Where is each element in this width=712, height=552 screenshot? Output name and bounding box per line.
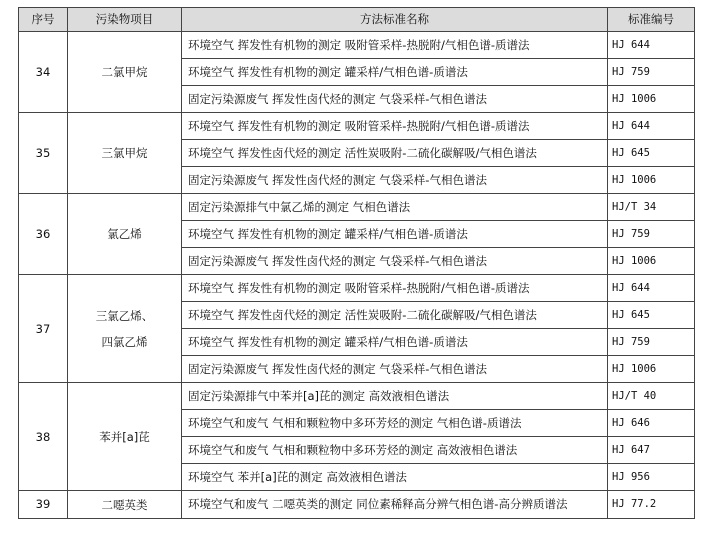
pollutant-name: 三氯甲烷 (101, 146, 148, 160)
standard-code-cell: HJ 1006 (608, 356, 695, 383)
method-name-cell: 环境空气 挥发性有机物的测定 吸附管采样-热脱附/气相色谱-质谱法 (182, 275, 608, 302)
pollutant-name: 四氯乙烯 (101, 334, 148, 349)
serial-number-cell: 37 (19, 275, 68, 383)
header-no: 序号 (19, 8, 68, 32)
pollutant-cell (68, 113, 182, 194)
header-code: 标准编号 (608, 8, 695, 32)
standard-code-cell: HJ 644 (608, 275, 695, 302)
method-name-cell: 环境空气 挥发性有机物的测定 罐采样/气相色谱-质谱法 (182, 59, 608, 86)
serial-number-cell: 35 (19, 113, 68, 194)
serial-number-cell: 34 (19, 32, 68, 113)
method-name-cell: 固定污染源排气中苯并[a]芘的测定 高效液相色谱法 (182, 383, 608, 410)
method-name-cell: 环境空气 挥发性有机物的测定 吸附管采样-热脱附/气相色谱-质谱法 (182, 113, 608, 140)
table-body (19, 32, 695, 519)
method-name-cell: 环境空气和废气 气相和颗粒物中多环芳烃的测定 气相色谱-质谱法 (182, 410, 608, 437)
standard-code-cell: HJ/T 34 (608, 194, 695, 221)
method-name-cell: 固定污染源排气中氯乙烯的测定 气相色谱法 (182, 194, 608, 221)
method-name-cell: 环境空气 挥发性有机物的测定 吸附管采样-热脱附/气相色谱-质谱法 (182, 32, 608, 59)
standard-code-cell: HJ 1006 (608, 167, 695, 194)
pollutant-name: 三氯乙烯、 (95, 308, 154, 323)
standards-table (18, 7, 695, 519)
standard-code-cell: HJ 759 (608, 221, 695, 248)
pollutant-cell (68, 275, 182, 383)
header-method: 方法标准名称 (182, 8, 608, 32)
pollutant-cell (68, 32, 182, 113)
header-pollutant: 污染物项目 (68, 8, 182, 32)
pollutant-name: 二噁英类 (101, 497, 148, 512)
standard-code-cell: HJ 759 (608, 329, 695, 356)
method-name-cell: 固定污染源废气 挥发性卤代烃的测定 气袋采样-气相色谱法 (182, 86, 608, 113)
standard-code-cell: HJ 956 (608, 464, 695, 491)
table-row (19, 113, 695, 140)
method-name-cell: 固定污染源废气 挥发性卤代烃的测定 气袋采样-气相色谱法 (182, 248, 608, 275)
standard-code-cell: HJ 645 (608, 302, 695, 329)
pollutant-name: 苯并[a]芘 (99, 429, 150, 444)
method-name-cell: 环境空气 挥发性有机物的测定 罐采样/气相色谱-质谱法 (182, 329, 608, 356)
pollutant-name: 二氯甲烷 (101, 65, 148, 79)
table-row (19, 32, 695, 59)
standard-code-cell: HJ 647 (608, 437, 695, 464)
serial-number-cell: 39 (19, 491, 68, 519)
method-name-cell: 固定污染源废气 挥发性卤代烃的测定 气袋采样-气相色谱法 (182, 356, 608, 383)
table-row (19, 383, 695, 410)
pollutant-name: 氯乙烯 (107, 227, 142, 241)
table-row (19, 491, 695, 519)
method-name-cell: 环境空气 挥发性卤代烃的测定 活性炭吸附-二硫化碳解吸/气相色谱法 (182, 302, 608, 329)
method-name-cell: 环境空气和废气 二噁英类的测定 同位素稀释高分辨气相色谱-高分辨质谱法 (182, 491, 608, 519)
standard-code-cell: HJ 759 (608, 59, 695, 86)
standard-code-cell: HJ 77.2 (608, 491, 695, 519)
pollutant-cell (68, 194, 182, 275)
standard-code-cell: HJ 1006 (608, 86, 695, 113)
pollutant-cell (68, 491, 182, 519)
standard-code-cell: HJ 644 (608, 113, 695, 140)
standard-code-cell: HJ 644 (608, 32, 695, 59)
method-name-cell: 环境空气 挥发性卤代烃的测定 活性炭吸附-二硫化碳解吸/气相色谱法 (182, 140, 608, 167)
method-name-cell: 环境空气 挥发性有机物的测定 罐采样/气相色谱-质谱法 (182, 221, 608, 248)
header-row (19, 8, 695, 32)
method-name-cell: 固定污染源废气 挥发性卤代烃的测定 气袋采样-气相色谱法 (182, 167, 608, 194)
standard-code-cell: HJ 1006 (608, 248, 695, 275)
method-name-cell: 环境空气 苯并[a]芘的测定 高效液相色谱法 (182, 464, 608, 491)
serial-number-cell: 36 (19, 194, 68, 275)
standard-code-cell: HJ 645 (608, 140, 695, 167)
serial-number-cell: 38 (19, 383, 68, 491)
pollutant-cell (68, 383, 182, 491)
table-row (19, 275, 695, 302)
standard-code-cell: HJ/T 40 (608, 383, 695, 410)
standard-code-cell: HJ 646 (608, 410, 695, 437)
method-name-cell: 环境空气和废气 气相和颗粒物中多环芳烃的测定 高效液相色谱法 (182, 437, 608, 464)
table-row (19, 194, 695, 221)
